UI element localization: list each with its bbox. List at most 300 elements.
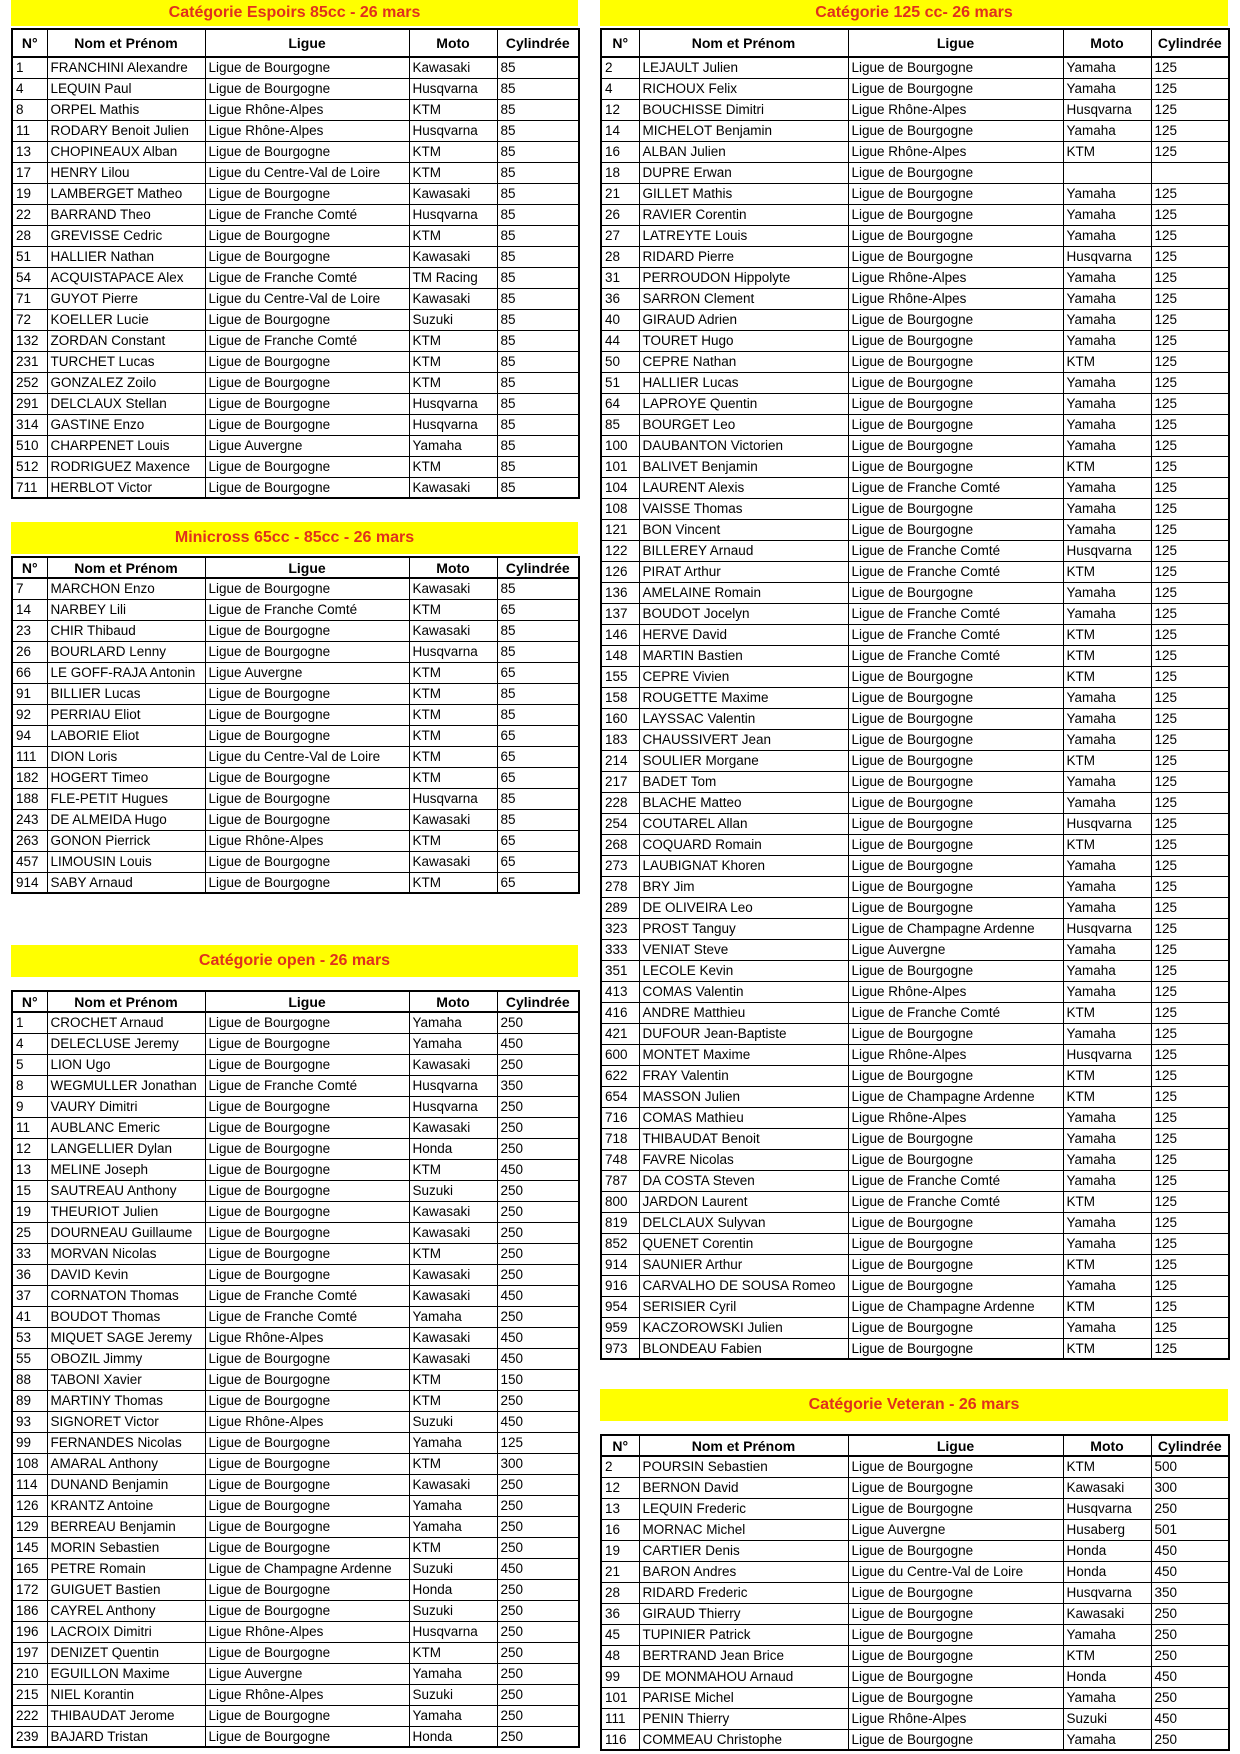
table-row (601, 981, 1229, 1002)
table-row (12, 1684, 579, 1705)
table-row (601, 1128, 1229, 1149)
table-row (12, 183, 579, 204)
table-row (12, 599, 579, 620)
cell-ligue: Ligue de Bourgogne (848, 1338, 1063, 1359)
table-row (12, 1138, 579, 1159)
cell-ligue: Ligue Rhône-Alpes (848, 1044, 1063, 1065)
cell-number: 64 (601, 393, 639, 414)
cell-moto: KTM (409, 767, 497, 788)
table-row (601, 876, 1229, 897)
cell-name: HOGERT Timeo (47, 767, 205, 788)
cell-ligue: Ligue de Franche Comté (848, 1170, 1063, 1191)
cell-number: 8 (12, 99, 47, 120)
cell-cylindree: 250 (497, 1684, 579, 1705)
cell-name: BOUDOT Thomas (47, 1306, 205, 1327)
table-row (12, 393, 579, 414)
table-row (12, 99, 579, 120)
cell-ligue: Ligue de Bourgogne (205, 57, 409, 78)
cell-name: DELCLAUX Stellan (47, 393, 205, 414)
cell-ligue: Ligue Rhône-Alpes (848, 99, 1063, 120)
cell-ligue: Ligue de Bourgogne (205, 456, 409, 477)
cell-cylindree: 65 (497, 851, 579, 872)
cell-number: 40 (601, 309, 639, 330)
cell-cylindree: 125 (1151, 1275, 1229, 1296)
cell-number: 27 (601, 225, 639, 246)
cell-number: 72 (12, 309, 47, 330)
cell-number: 50 (601, 351, 639, 372)
cell-ligue: Ligue de Bourgogne (205, 1012, 409, 1033)
cell-name: BOUCHISSE Dimitri (639, 99, 848, 120)
table-row (601, 78, 1229, 99)
cell-cylindree: 125 (497, 1432, 579, 1453)
cell-name: DELECLUSE Jeremy (47, 1033, 205, 1054)
cell-cylindree: 125 (1151, 540, 1229, 561)
table-row (12, 809, 579, 830)
cell-ligue: Ligue de Bourgogne (205, 309, 409, 330)
cell-number: 19 (601, 1540, 639, 1561)
cell-number: 289 (601, 897, 639, 918)
table-row (601, 1275, 1229, 1296)
table-row (601, 1317, 1229, 1338)
cell-name: BOURLARD Lenny (47, 641, 205, 662)
cell-cylindree: 125 (1151, 960, 1229, 981)
cell-name: GREVISSE Cedric (47, 225, 205, 246)
cell-number: 19 (12, 183, 47, 204)
cell-moto: Yamaha (409, 435, 497, 456)
table-row (12, 141, 579, 162)
cell-name: SABY Arnaud (47, 872, 205, 893)
cell-ligue: Ligue Rhône-Alpes (848, 1107, 1063, 1128)
cell-name: PETRE Romain (47, 1558, 205, 1579)
cell-ligue: Ligue de Champagne Ardenne (848, 918, 1063, 939)
cell-cylindree: 85 (497, 683, 579, 704)
cell-ligue: Ligue de Bourgogne (848, 1666, 1063, 1687)
cell-number: 28 (601, 246, 639, 267)
table-row (12, 1516, 579, 1537)
header-row (601, 1435, 1229, 1456)
cell-cylindree: 250 (497, 1537, 579, 1558)
cell-number: 12 (601, 1477, 639, 1498)
cell-moto: KTM (409, 725, 497, 746)
cell-ligue: Ligue de Franche Comté (205, 1075, 409, 1096)
cell-ligue: Ligue de Champagne Ardenne (205, 1558, 409, 1579)
cell-ligue: Ligue de Franche Comté (848, 1191, 1063, 1212)
cell-name: TABONI Xavier (47, 1369, 205, 1390)
cell-cylindree: 85 (497, 78, 579, 99)
cell-cylindree: 125 (1151, 582, 1229, 603)
cell-name: BRY Jim (639, 876, 848, 897)
cell-ligue: Ligue de Champagne Ardenne (848, 1296, 1063, 1317)
cell-moto: KTM (409, 162, 497, 183)
cell-ligue: Ligue du Centre-Val de Loire (205, 162, 409, 183)
cell-ligue: Ligue de Bourgogne (205, 1033, 409, 1054)
cell-ligue: Ligue de Bourgogne (848, 1645, 1063, 1666)
cell-name: OBOZIL Jimmy (47, 1348, 205, 1369)
cell-number: 93 (12, 1411, 47, 1432)
cell-name: GIRAUD Adrien (639, 309, 848, 330)
cell-number: 188 (12, 788, 47, 809)
cell-name: SAUNIER Arthur (639, 1254, 848, 1275)
cell-moto: Yamaha (1063, 729, 1151, 750)
table-row (601, 414, 1229, 435)
cell-name: BERTRAND Jean Brice (639, 1645, 848, 1666)
cell-cylindree: 85 (497, 99, 579, 120)
cell-moto: KTM (409, 225, 497, 246)
cell-ligue: Ligue de Bourgogne (848, 1128, 1063, 1149)
cell-cylindree: 65 (497, 746, 579, 767)
cell-ligue: Ligue de Bourgogne (205, 1537, 409, 1558)
cell-cylindree: 85 (497, 57, 579, 78)
cell-ligue: Ligue de Bourgogne (848, 1317, 1063, 1338)
cell-ligue: Ligue de Bourgogne (205, 1474, 409, 1495)
cell-cylindree: 450 (497, 1159, 579, 1180)
cell-cylindree: 125 (1151, 1338, 1229, 1359)
header-ligue: Ligue (205, 557, 409, 578)
cell-name: TURCHET Lucas (47, 351, 205, 372)
cell-moto: Husaberg (1063, 1519, 1151, 1540)
cell-cylindree: 85 (497, 225, 579, 246)
table-open (11, 990, 580, 1748)
cell-number: 53 (12, 1327, 47, 1348)
cell-cylindree: 85 (497, 162, 579, 183)
cell-name: BOURGET Leo (639, 414, 848, 435)
table-row (601, 1729, 1229, 1750)
cell-number: 718 (601, 1128, 639, 1149)
cell-cylindree: 250 (497, 1306, 579, 1327)
cell-number: 136 (601, 582, 639, 603)
cell-number: 33 (12, 1243, 47, 1264)
cell-name: CHIR Thibaud (47, 620, 205, 641)
table-row (601, 1603, 1229, 1624)
cell-number: 66 (12, 662, 47, 683)
cell-name: FRAY Valentin (639, 1065, 848, 1086)
table-row (12, 1432, 579, 1453)
cell-number: 114 (12, 1474, 47, 1495)
table-row (601, 435, 1229, 456)
cell-cylindree: 125 (1151, 330, 1229, 351)
cell-name: SARRON Clement (639, 288, 848, 309)
table-row (601, 708, 1229, 729)
table-row (12, 1705, 579, 1726)
cell-moto: Yamaha (1063, 1624, 1151, 1645)
cell-name: PERRIAU Eliot (47, 704, 205, 725)
cell-name: MELINE Joseph (47, 1159, 205, 1180)
cell-ligue: Ligue Rhône-Alpes (205, 120, 409, 141)
cell-number: 278 (601, 876, 639, 897)
cell-name: LECOLE Kevin (639, 960, 848, 981)
cell-ligue: Ligue de Bourgogne (205, 1096, 409, 1117)
cell-cylindree: 125 (1151, 120, 1229, 141)
cell-ligue: Ligue de Bourgogne (848, 1582, 1063, 1603)
cell-cylindree: 250 (497, 1096, 579, 1117)
cell-moto: Yamaha (1063, 1170, 1151, 1191)
cell-moto: KTM (409, 330, 497, 351)
cell-number: 2 (601, 57, 639, 78)
cell-ligue: Ligue de Bourgogne (205, 767, 409, 788)
cell-moto: Husqvarna (409, 78, 497, 99)
cell-number: 148 (601, 645, 639, 666)
cell-ligue: Ligue de Bourgogne (205, 1600, 409, 1621)
cell-name: LAMBERGET Matheo (47, 183, 205, 204)
header-name: Nom et Prénom (639, 29, 848, 57)
cell-name: CHAUSSIVERT Jean (639, 729, 848, 750)
cell-cylindree: 250 (497, 1642, 579, 1663)
cell-cylindree: 125 (1151, 204, 1229, 225)
table-row (12, 1033, 579, 1054)
cell-number: 959 (601, 1317, 639, 1338)
cell-number: 239 (12, 1726, 47, 1747)
cell-moto: Yamaha (1063, 498, 1151, 519)
cell-number: 41 (12, 1306, 47, 1327)
cell-number: 214 (601, 750, 639, 771)
cell-name: CAYREL Anthony (47, 1600, 205, 1621)
cell-cylindree: 150 (497, 1369, 579, 1390)
cell-number: 21 (601, 183, 639, 204)
cell-moto: Kawasaki (409, 183, 497, 204)
cell-name: KRANTZ Antoine (47, 1495, 205, 1516)
cell-ligue: Ligue de Bourgogne (848, 1275, 1063, 1296)
cell-number: 800 (601, 1191, 639, 1212)
cell-cylindree: 125 (1151, 918, 1229, 939)
cell-number: 108 (601, 498, 639, 519)
table-row (601, 1191, 1229, 1212)
cell-moto: Yamaha (1063, 1023, 1151, 1044)
cell-ligue: Ligue de Bourgogne (848, 162, 1063, 183)
table-row (12, 57, 579, 78)
cell-ligue: Ligue de Bourgogne (848, 183, 1063, 204)
cell-name: DOURNEAU Guillaume (47, 1222, 205, 1243)
cell-name: BILLEREY Arnaud (639, 540, 848, 561)
cell-ligue: Ligue de Bourgogne (205, 872, 409, 893)
table-row (601, 729, 1229, 750)
cell-moto: KTM (1063, 141, 1151, 162)
cell-cylindree: 250 (497, 1516, 579, 1537)
cell-cylindree: 125 (1151, 414, 1229, 435)
cell-number: 51 (601, 372, 639, 393)
table-row (601, 960, 1229, 981)
cell-cylindree: 85 (497, 578, 579, 599)
cell-cylindree: 85 (497, 351, 579, 372)
cell-cylindree: 125 (1151, 351, 1229, 372)
cell-number: 333 (601, 939, 639, 960)
cell-ligue: Ligue Rhône-Alpes (848, 1708, 1063, 1729)
cell-cylindree: 125 (1151, 561, 1229, 582)
cell-ligue: Ligue de Bourgogne (205, 1705, 409, 1726)
table-row (12, 1117, 579, 1138)
cell-name: ALBAN Julien (639, 141, 848, 162)
cell-name: BOUDOT Jocelyn (639, 603, 848, 624)
cell-cylindree: 125 (1151, 1002, 1229, 1023)
cell-name: PARISE Michel (639, 1687, 848, 1708)
table-row (601, 1002, 1229, 1023)
cell-moto: Yamaha (1063, 1687, 1151, 1708)
cell-number: 231 (12, 351, 47, 372)
table-row (12, 477, 579, 498)
cell-cylindree: 125 (1151, 99, 1229, 120)
cell-number: 210 (12, 1663, 47, 1684)
cell-ligue: Ligue de Bourgogne (205, 704, 409, 725)
table-row (601, 162, 1229, 183)
cell-number: 137 (601, 603, 639, 624)
cell-moto: Kawasaki (409, 578, 497, 599)
cell-cylindree: 125 (1151, 939, 1229, 960)
cell-name: GONON Pierrick (47, 830, 205, 851)
cell-name: GUIGUET Bastien (47, 1579, 205, 1600)
cell-ligue: Ligue de Bourgogne (848, 708, 1063, 729)
cell-name: MARTINY Thomas (47, 1390, 205, 1411)
header-cylindree: Cylindrée (497, 29, 579, 57)
cell-number: 716 (601, 1107, 639, 1128)
cell-cylindree: 450 (497, 1327, 579, 1348)
cell-name: AUBLANC Emeric (47, 1117, 205, 1138)
table-row (12, 578, 579, 599)
cell-name: CEPRE Vivien (639, 666, 848, 687)
table-row (601, 540, 1229, 561)
cell-moto: Yamaha (1063, 771, 1151, 792)
cell-cylindree: 250 (1151, 1624, 1229, 1645)
cell-moto: Honda (1063, 1666, 1151, 1687)
cell-ligue: Ligue de Bourgogne (205, 477, 409, 498)
cell-name: THIBAUDAT Jerome (47, 1705, 205, 1726)
cell-cylindree: 125 (1151, 183, 1229, 204)
cell-cylindree: 450 (497, 1033, 579, 1054)
cell-moto: Yamaha (1063, 204, 1151, 225)
table-row (601, 834, 1229, 855)
cell-name: HALLIER Lucas (639, 372, 848, 393)
table-row (12, 1264, 579, 1285)
cell-moto: Kawasaki (409, 246, 497, 267)
table-row (601, 372, 1229, 393)
table-row (601, 330, 1229, 351)
cell-ligue: Ligue de Bourgogne (205, 1390, 409, 1411)
table-row (601, 393, 1229, 414)
cell-moto: KTM (409, 662, 497, 683)
cell-ligue: Ligue de Bourgogne (205, 620, 409, 641)
cell-moto: Yamaha (409, 1033, 497, 1054)
cell-number: 155 (601, 666, 639, 687)
table-row (12, 851, 579, 872)
table-row (12, 1579, 579, 1600)
cell-number: 16 (601, 1519, 639, 1540)
cell-moto: Yamaha (1063, 1149, 1151, 1170)
cell-cylindree: 85 (497, 204, 579, 225)
cell-moto: Suzuki (409, 1558, 497, 1579)
cell-moto: Yamaha (409, 1516, 497, 1537)
cell-name: ACQUISTAPACE Alex (47, 267, 205, 288)
cell-cylindree: 250 (1151, 1729, 1229, 1750)
header-cylindree: Cylindrée (1151, 29, 1229, 57)
table-row (601, 1645, 1229, 1666)
cell-name: PROST Tanguy (639, 918, 848, 939)
cell-ligue: Ligue de Bourgogne (205, 1159, 409, 1180)
cell-number: 122 (601, 540, 639, 561)
table-row (12, 683, 579, 704)
header-moto: Moto (409, 29, 497, 57)
cell-number: 291 (12, 393, 47, 414)
cell-name: COMAS Mathieu (639, 1107, 848, 1128)
cell-name: MORVAN Nicolas (47, 1243, 205, 1264)
table-row (12, 1411, 579, 1432)
cell-moto: Yamaha (1063, 393, 1151, 414)
cell-name: THIBAUDAT Benoit (639, 1128, 848, 1149)
cell-cylindree: 250 (497, 1663, 579, 1684)
cell-name: MONTET Maxime (639, 1044, 848, 1065)
header-moto: Moto (409, 991, 497, 1012)
cell-ligue: Ligue de Bourgogne (848, 351, 1063, 372)
cell-cylindree: 250 (497, 1495, 579, 1516)
cell-number: 787 (601, 1170, 639, 1191)
cell-number: 196 (12, 1621, 47, 1642)
table-row (601, 1107, 1229, 1128)
cell-name: DENIZET Quentin (47, 1642, 205, 1663)
cell-ligue: Ligue de Franche Comté (205, 1306, 409, 1327)
cell-ligue: Ligue de Bourgogne (205, 1453, 409, 1474)
cell-moto: KTM (409, 704, 497, 725)
cell-cylindree: 250 (497, 1726, 579, 1747)
cell-cylindree: 85 (497, 641, 579, 662)
cell-name: DE ALMEIDA Hugo (47, 809, 205, 830)
cell-moto: Husqvarna (1063, 540, 1151, 561)
cell-ligue: Ligue de Bourgogne (848, 1603, 1063, 1624)
cell-ligue: Ligue de Franche Comté (848, 477, 1063, 498)
cell-moto: Yamaha (1063, 1317, 1151, 1338)
cell-name: DUFOUR Jean-Baptiste (639, 1023, 848, 1044)
cell-number: 26 (601, 204, 639, 225)
cell-name: FRANCHINI Alexandre (47, 57, 205, 78)
cell-name: ZORDAN Constant (47, 330, 205, 351)
cell-name: GIRAUD Thierry (639, 1603, 848, 1624)
cell-name: DELCLAUX Sulyvan (639, 1212, 848, 1233)
cell-ligue: Ligue Rhône-Alpes (848, 267, 1063, 288)
cell-moto: KTM (409, 683, 497, 704)
cell-name: RAVIER Corentin (639, 204, 848, 225)
cell-name: DE MONMAHOU Arnaud (639, 1666, 848, 1687)
cell-name: CORNATON Thomas (47, 1285, 205, 1306)
cell-number: 121 (601, 519, 639, 540)
cell-cylindree: 250 (1151, 1498, 1229, 1519)
table-row (12, 204, 579, 225)
cell-cylindree: 250 (497, 1579, 579, 1600)
table-row (12, 1054, 579, 1075)
table-row (601, 498, 1229, 519)
table-row (601, 624, 1229, 645)
cell-number: 457 (12, 851, 47, 872)
cell-cylindree: 125 (1151, 834, 1229, 855)
cell-moto: Kawasaki (409, 1285, 497, 1306)
header-name: Nom et Prénom (47, 991, 205, 1012)
table-row (601, 456, 1229, 477)
cell-name: HERVE David (639, 624, 848, 645)
cell-ligue: Ligue de Bourgogne (848, 519, 1063, 540)
cell-number: 111 (601, 1708, 639, 1729)
cell-moto: KTM (409, 599, 497, 620)
table-row (601, 1023, 1229, 1044)
table-row (12, 767, 579, 788)
cell-name: MARCHON Enzo (47, 578, 205, 599)
cell-ligue: Ligue Rhône-Alpes (205, 830, 409, 851)
cell-number: 263 (12, 830, 47, 851)
cell-cylindree: 125 (1151, 645, 1229, 666)
table-row (601, 1456, 1229, 1477)
table-row (601, 183, 1229, 204)
cell-number: 92 (12, 704, 47, 725)
cell-ligue: Ligue de Bourgogne (205, 393, 409, 414)
table-row (12, 1012, 579, 1033)
cell-name: FAVRE Nicolas (639, 1149, 848, 1170)
cell-name: SERISIER Cyril (639, 1296, 848, 1317)
cell-cylindree: 501 (1151, 1519, 1229, 1540)
cell-name: HALLIER Nathan (47, 246, 205, 267)
